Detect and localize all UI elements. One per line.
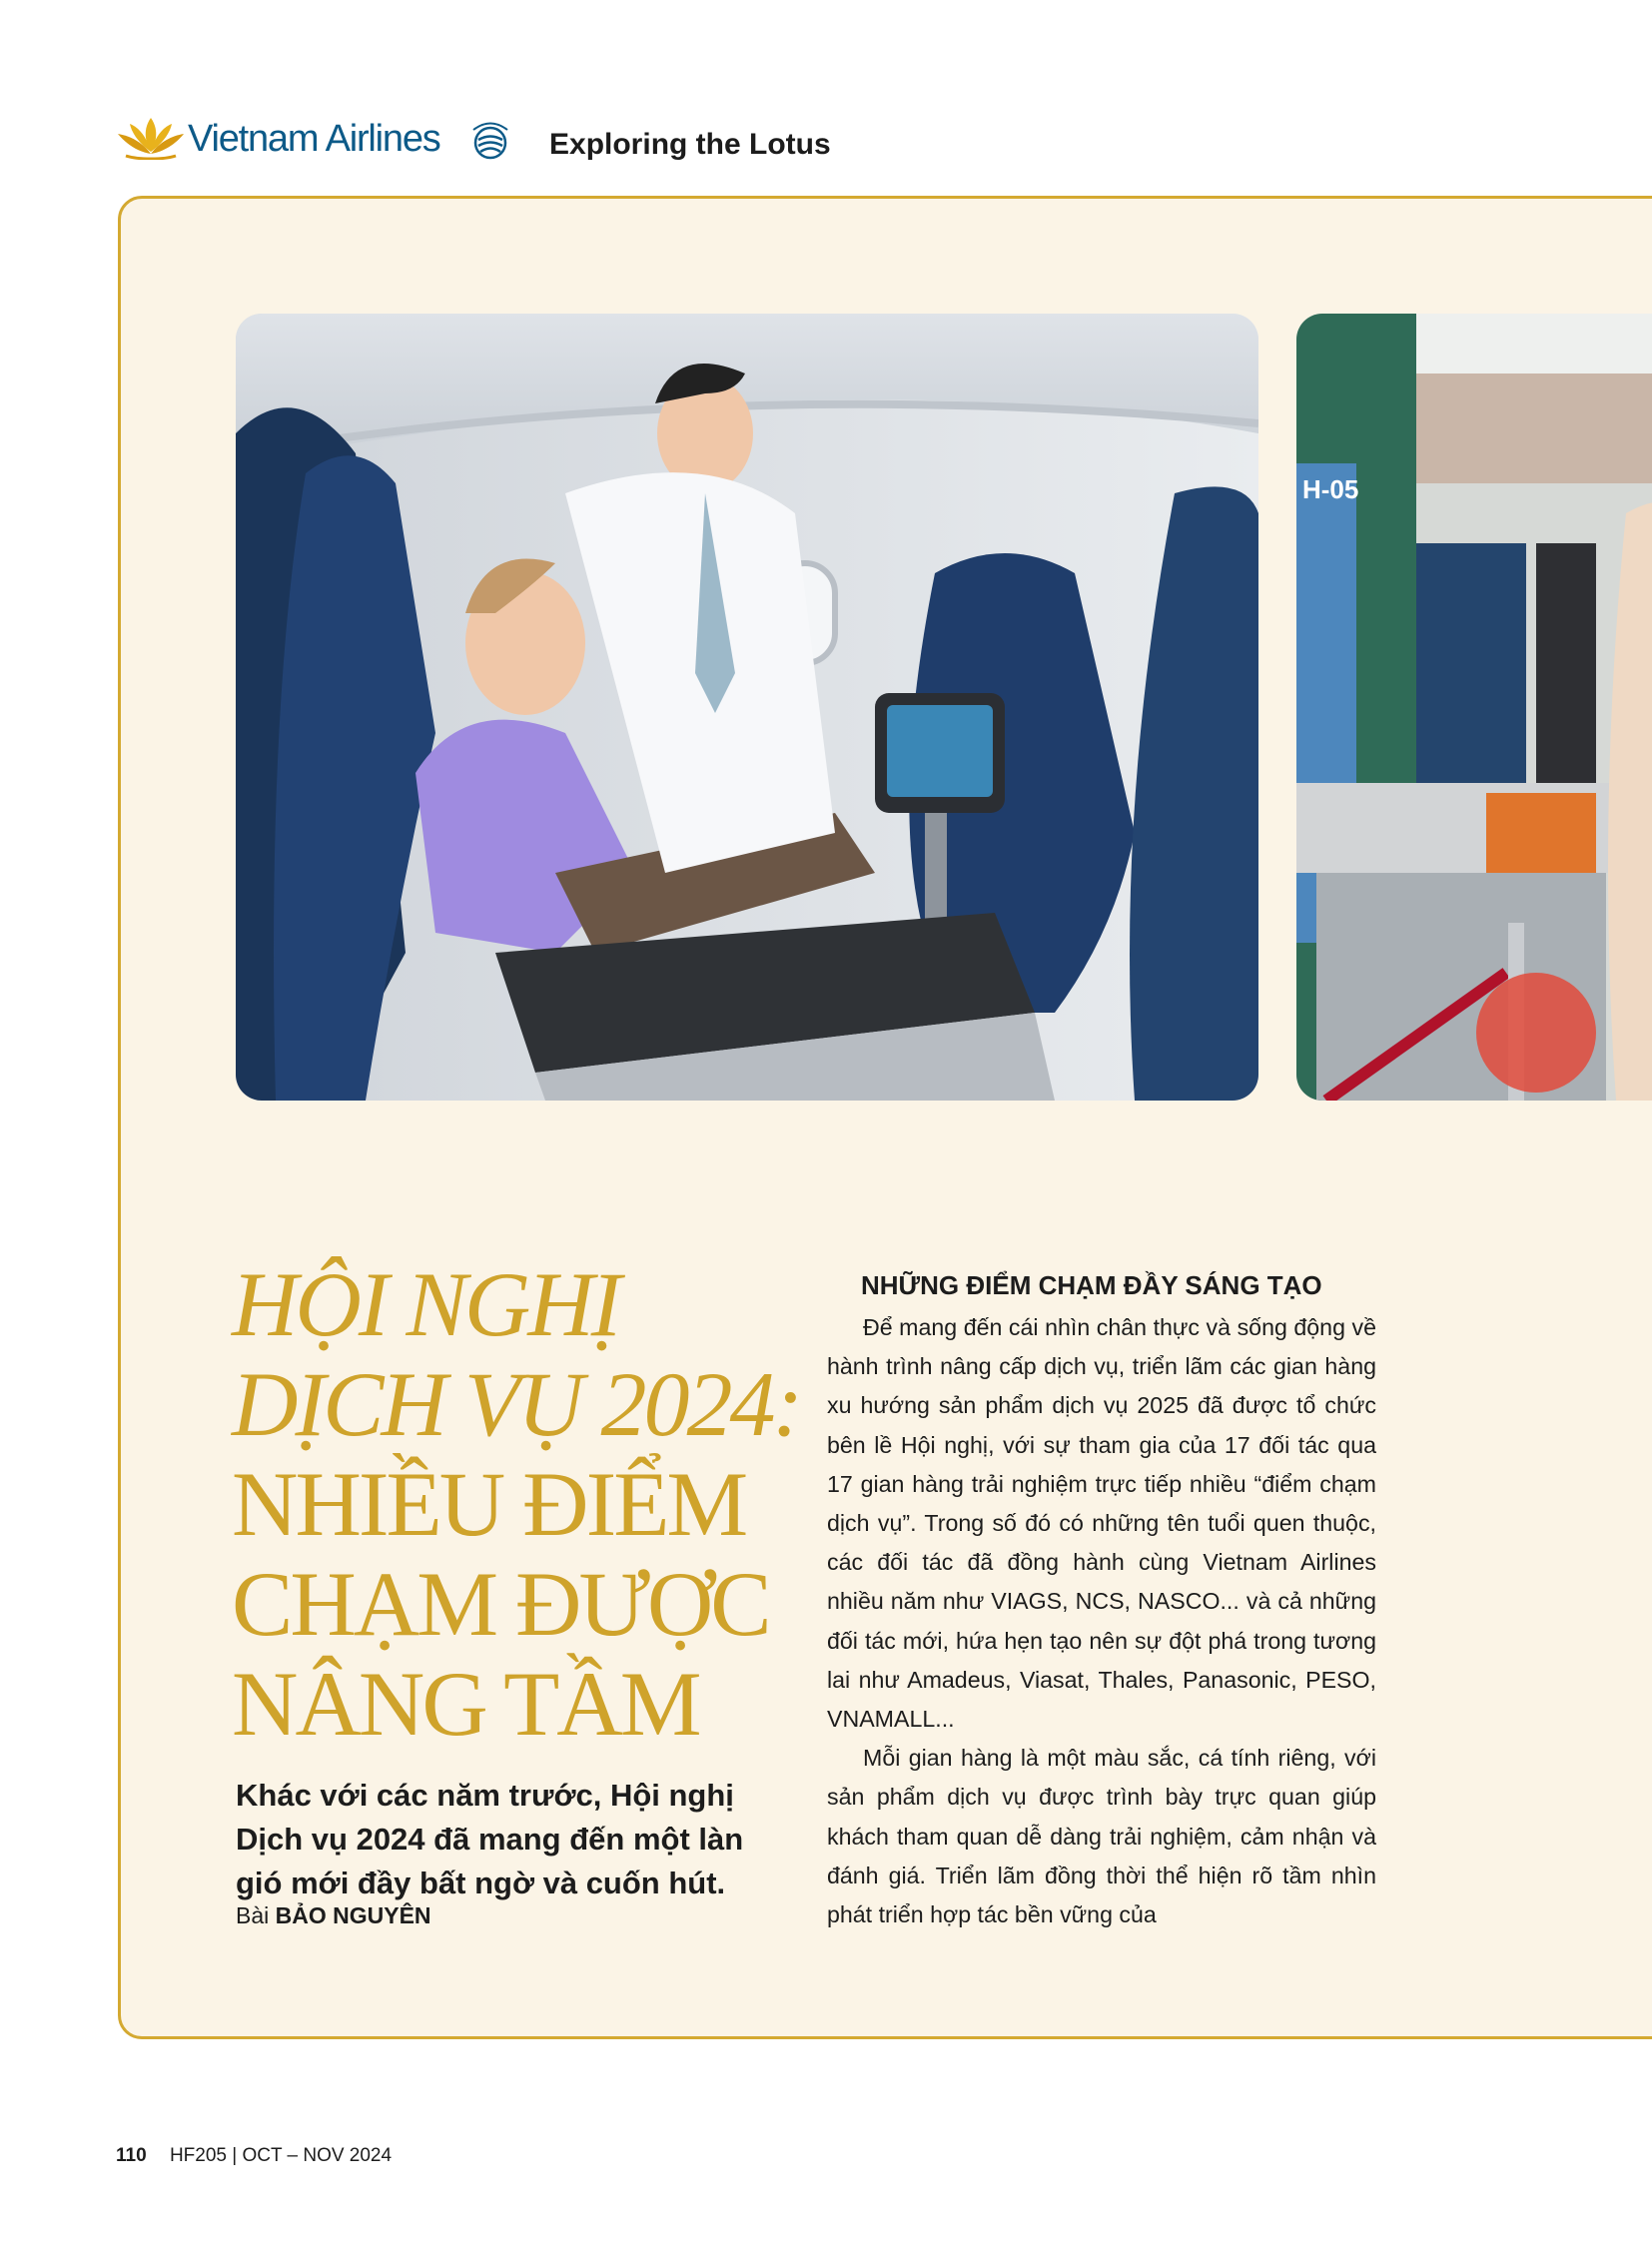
page-number: 110 [116,2145,147,2166]
checkin-photo [1296,314,1652,1101]
issue-info: HF205 | OCT – NOV 2024 [169,2145,393,2166]
article-lead: Khác với các năm trước, Hội nghị Dịch vụ 2024 đã mang đến một làn gió mới đầy bất ngờ và cuốn hút. [236,1778,744,1900]
brand-name: Vietnam Airlines [188,118,440,160]
lotus-logo-icon [116,114,186,160]
section-subhead: NHỮNG ĐIỂM CHẠM ĐẦY SÁNG TẠO [861,1270,1322,1300]
svg-text:H-05: H-05 [1302,474,1359,504]
headline-line: NÂNG TẦM [232,1653,699,1755]
headline-line: NHIỀU ĐIỂM [232,1453,746,1555]
body-paragraph: Mỗi gian hàng là một màu sắc, cá tính riêng, với sản phẩm dịch vụ được trình bày trực quan giúp khách tham quan dễ dàng trải nghiệm, cảm nhận và đánh giá. Triển lãm đồng thời thể hiện rõ tầm nhìn phát triển hợp tác bền vững của [827,1745,1376,1928]
check-in-counter-icon [1296,314,1652,1101]
byline-prefix: Bài [236,1902,270,1928]
cabin-seat-entertainment-icon [236,314,1258,1101]
headline-line: DỊCH VỤ 2024: [232,1353,801,1455]
page-header [116,108,1015,168]
byline [236,1902,431,1929]
author-name: BẢO NGUYÊN [275,1902,431,1928]
skyteam-logo-icon [469,118,511,164]
headline-line: HỘI NGHỊ [232,1253,619,1355]
headline-line: CHẠM ĐƯỢC [232,1553,769,1655]
page-footer [116,2145,392,2167]
cabin-photo [236,314,1258,1101]
body-paragraph: Để mang đến cái nhìn chân thực và sống động về hành trình nâng cấp dịch vụ, triển lãm các gian hàng xu hướng sản phẩm dịch vụ 2025 đã được tổ chức bên lề Hội nghị, với sự tham gia của 17 đối tác qua 17 gian hàng trải nghiệm trực tiếp nhiều “điểm chạm dịch vụ”. Trong số đó có những tên tuổi quen thuộc, các đối tác đã đồng hành cùng Vietnam Airlines nhiều năm như VIAGS, NCS, NASCO... và cả những đối tác mới, hứa hẹn tạo nên sự đột phá trong tương lai như Amadeus, Viasat, Thales, Panasonic, PESO, VNAMALL... [827,1314,1376,1733]
article-body [827,1308,1376,1934]
article-headline [232,1253,801,1755]
section-title: Exploring the Lotus [549,128,831,161]
vietnam-airlines-logo [116,108,515,168]
